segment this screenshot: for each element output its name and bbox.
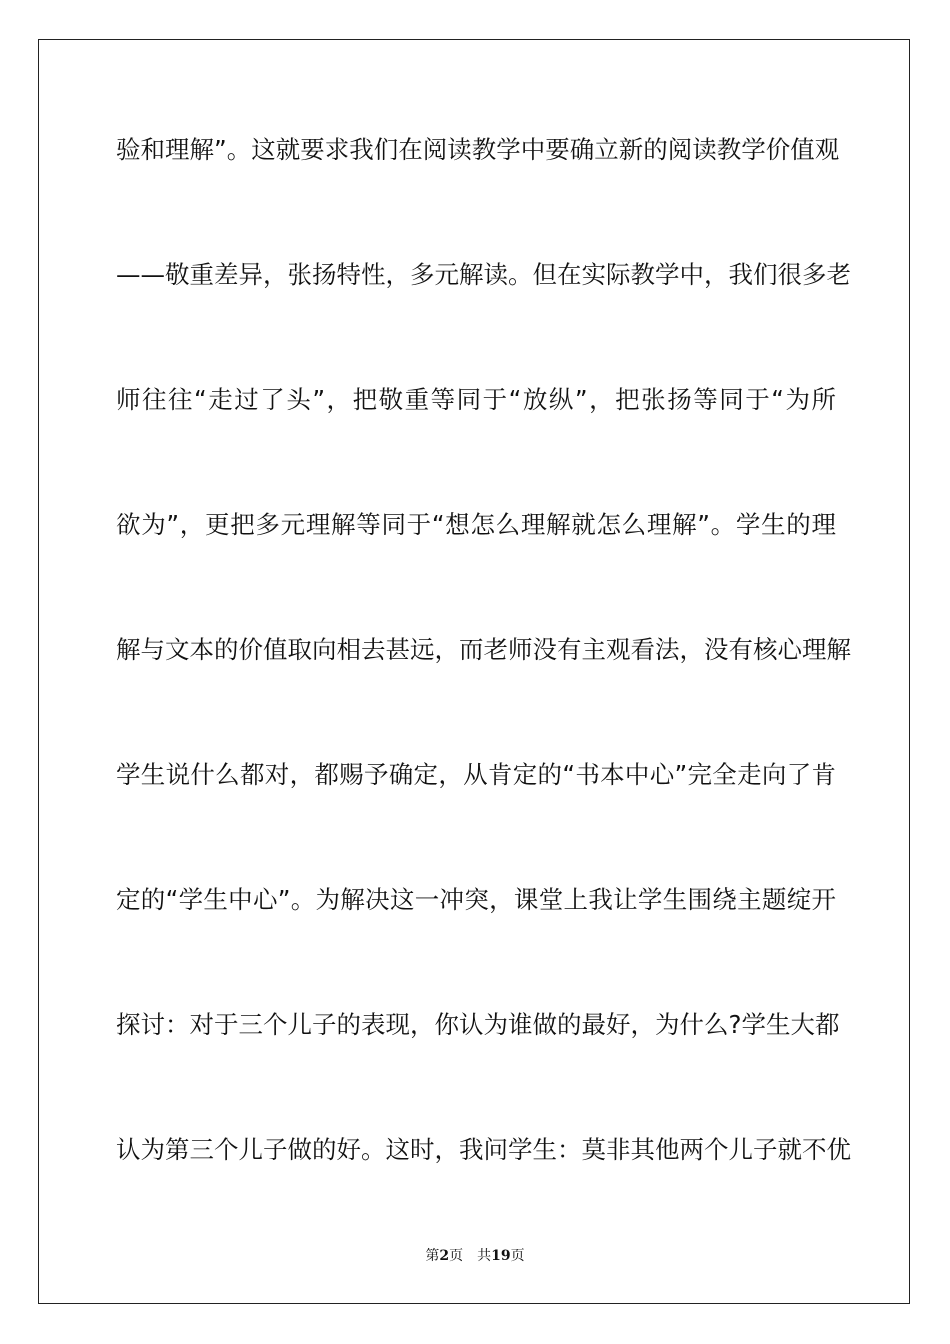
body-text-line-5: 解与文本的价值取向相去甚远，而老师没有主观看法，没有核心理解 [116,635,851,664]
body-text-line-9: 认为第三个儿子做的好。这时，我问学生：莫非其他两个儿子就不优 [116,1135,851,1164]
total-page-count: 19 [491,1248,511,1264]
page-footer [0,1246,950,1266]
body-text-line-8: 探讨：对于三个儿子的表现，你认为谁做的最好，为什么?学生大都 [116,1010,840,1039]
total-pages-label: 共19页 [477,1248,525,1264]
body-text-line-6: 学生说什么都对，都赐予确定，从肯定的“书本中心”完全走向了肯 [116,760,836,789]
body-text-line-1: 验和理解”。这就要求我们在阅读教学中要确立新的阅读教学价值观 [116,135,840,164]
page-number-label: 第2页 [425,1248,464,1264]
page-border [38,39,910,1304]
current-page-number: 2 [439,1248,450,1264]
body-text-line-2: ——敬重差异，张扬特性，多元解读。但在实际教学中，我们很多老 [116,260,851,289]
body-text-line-4: 欲为”，更把多元理解等同于“想怎么理解就怎么理解”。学生的理 [116,510,836,539]
body-text-line-7: 定的“学生中心”。为解决这一冲突，课堂上我让学生围绕主题绽开 [116,885,836,914]
body-text-line-3: 师往往“走过了头”，把敬重等同于“放纵”，把张扬等同于“为所 [116,385,836,414]
